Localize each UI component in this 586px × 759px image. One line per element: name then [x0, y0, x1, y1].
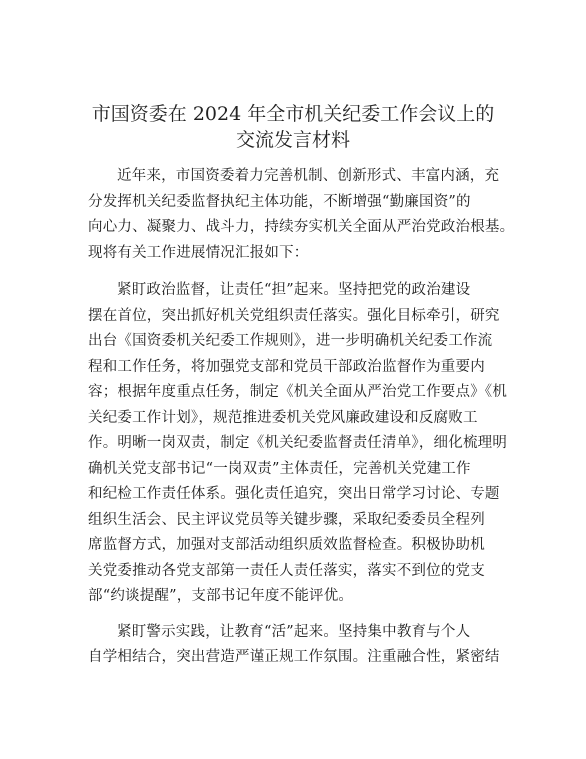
text-line: 关纪委工作计划》，规范推进委机关党风廉政建设和反腐败工: [88, 409, 478, 426]
title-line-1: 市国资委在 2024 年全市机关纪委工作会议上的: [91, 103, 495, 125]
text-line: 紧盯警示实践，让教育“活”起来。坚持集中教育与个人: [117, 623, 471, 640]
text-line: 席监督方式，加强对支部活动组织质效监督检查。积极协助机: [88, 537, 485, 553]
paragraph-warning-education: [88, 620, 500, 671]
text-line: 部“约谈提醒”，支部书记年度不能评优。: [88, 588, 354, 604]
text-line: 向心力、凝聚力、战斗力，持续夯实机关全面从严治党政治根基。: [88, 219, 515, 235]
text-line: 确机关党支部书记“一岗双责”主体责任，完善机关党建工作: [88, 460, 471, 477]
text-line: 摆在首位，突出抓好机关党组织责任落实。强化目标牵引，研究: [88, 307, 500, 324]
text-line: 近年来，市国资委着力完善机制、创新形式、丰富内涵，充: [117, 168, 500, 184]
title-line-2: 交流发言材料: [235, 129, 350, 151]
text-line: 分发挥机关纪委监督执纪主体功能，不断增强“勤廉国资”的: [88, 193, 471, 210]
paragraph-political-supervision: [88, 278, 508, 610]
text-line: 紧盯政治监督，让责任“担”起来。坚持把党的政治建设: [117, 282, 471, 298]
document-body: [88, 164, 515, 671]
text-line: 容；根据年度重点任务，制定《机关全面从严治党工作要点》《机: [88, 384, 508, 400]
document-title: [0, 101, 586, 153]
text-line: 和纪检工作责任体系。强化责任追究，突出日常学习讨论、专题: [88, 486, 500, 502]
text-line: 出台《国资委机关纪委工作规则》，进一步明确机关纪委工作流: [88, 333, 493, 349]
text-line: 作。明晰一岗双责，制定《机关纪委监督责任清单》，细化梳理明: [88, 435, 508, 451]
text-line: 组织生活会、民主评议党员等关键步骤，采取纪委委员全程列: [88, 511, 485, 528]
text-line: 自学相结合，突出营造严谨正规工作氛围。注重融合性，紧密结: [88, 649, 500, 665]
text-line: 现将有关工作进展情况汇报如下：: [88, 244, 309, 261]
text-line: 程和工作任务，将加强党支部和党员干部政治监督作为重要内: [88, 358, 485, 375]
text-line: 关党委推动各党支部第一责任人责任落实，落实不到位的党支: [88, 562, 485, 579]
paragraph-intro: [88, 164, 515, 266]
